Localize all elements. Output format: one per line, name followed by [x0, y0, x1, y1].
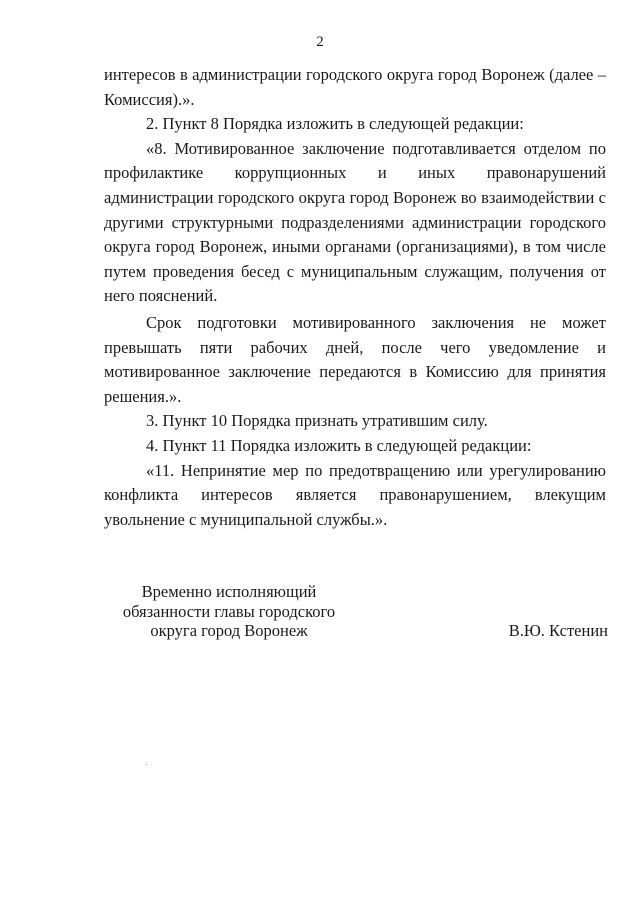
document-body — [104, 63, 606, 532]
signatory-name: В.Ю. Кстенин — [508, 621, 608, 640]
paragraph-deadline: Срок подготовки мотивированного заключения не может превышать пяти рабочих дней, после чего уведомление и мотивированное заключение передаются в Комиссию для принятия решения.». — [104, 312, 606, 406]
paragraph-item-8-text: «8. Мотивированное заключение подготавливается отделом по профилактике коррупционных и иных правонарушений администрации городского округа город Воронеж во взаимодействии с другими структурными подразделениями администрации городского округа город Воронеж, иными органами (организациями), в том числе путем проведения бесед с муниципальным служащим, получения от него пояснений. — [104, 138, 606, 306]
paragraph-continuation: интересов в администрации городского округа город Воронеж (далее – Комиссия).». — [104, 65, 606, 109]
paragraph-item-11-text: «11. Непринятие мер по предотвращению или урегулированию конфликта интересов является правонарушением, влекущим увольнение с муниципальной службы.». — [104, 460, 606, 529]
page-number: 2 — [316, 34, 324, 50]
paragraph-item-3: 3. Пункт 10 Порядка признать утратившим силу. — [146, 411, 488, 431]
signatory-position — [104, 582, 354, 641]
paragraph-item-4: 4. Пункт 11 Порядка изложить в следующей редакции: — [146, 435, 532, 455]
scan-speck — [146, 764, 147, 765]
position-line-1: Временно исполняющий — [141, 582, 317, 601]
paragraph-item-2: 2. Пункт 8 Порядка изложить в следующей редакции: — [146, 114, 524, 134]
position-line-3: округа город Воронеж — [150, 621, 308, 640]
position-line-2: обязанности главы городского — [122, 601, 336, 621]
